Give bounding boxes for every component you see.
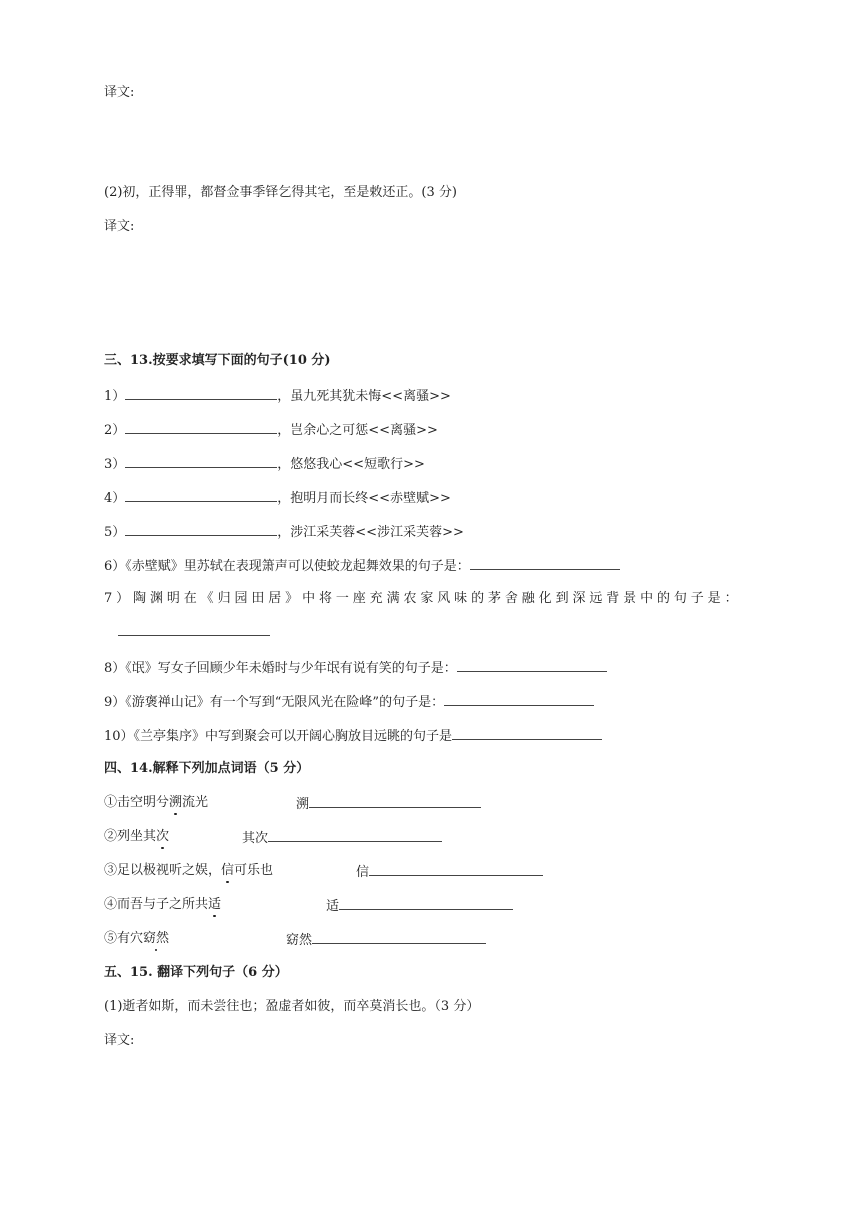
- fill-item-5: [104, 522, 464, 542]
- fill-item-text: ，抱明月而长终<<赤壁赋>>: [277, 491, 451, 506]
- dotted-word: 信: [221, 863, 235, 878]
- fill-blank[interactable]: [125, 522, 277, 536]
- translation-label-2: 译文:: [104, 219, 135, 234]
- dotted-word: 次: [156, 829, 170, 844]
- question-2-text: (2)初，正得罪，都督佥事季铎乞得其宅，至是敕还正。(3 分): [104, 185, 457, 200]
- vocab-answer-3: [356, 862, 543, 882]
- fill-blank-7[interactable]: [118, 622, 270, 636]
- fill-blank[interactable]: [125, 420, 277, 434]
- fill-item-text: ，悠悠我心<<短歌行>>: [277, 457, 425, 472]
- fill-item-number: 4）: [104, 491, 126, 506]
- vocab-answer-1: [296, 794, 481, 814]
- translation-label-3: 译文:: [104, 1033, 135, 1048]
- vocab-item-3: [104, 862, 273, 880]
- fill-item-7: 7）陶渊明在《归园田居》中将一座充满农家风味的茅舍融化到深远背景中的句子是：: [104, 591, 742, 606]
- answer-blank[interactable]: [312, 930, 486, 944]
- fill-blank[interactable]: [457, 658, 607, 672]
- fill-item-text: ，虽九死其犹未悔<<离骚>>: [277, 389, 451, 404]
- answer-blank[interactable]: [369, 862, 543, 876]
- vocab-word: 溯: [296, 797, 310, 812]
- fill-item-1: [104, 386, 451, 406]
- vocab-sentence-pre: ①击空明兮: [104, 795, 170, 810]
- vocab-item-1: [104, 794, 208, 812]
- vocab-item-4: [104, 896, 221, 914]
- fill-item-text: ，涉江采芙蓉<<涉江采芙蓉>>: [277, 525, 464, 540]
- fill-blank[interactable]: [125, 454, 277, 468]
- vocab-answer-4: [326, 896, 513, 916]
- vocab-sentence-pre: ④而吾与子之所共: [104, 897, 209, 912]
- fill-item-number: 5）: [104, 525, 126, 540]
- fill-item-text: 6）《赤壁赋》里苏轼在表现箫声可以使蛟龙起舞效果的句子是：: [104, 559, 470, 574]
- fill-item-text: 10）《兰亭集序》中写到聚会可以开阔心胸放目远眺的句子是: [104, 729, 453, 744]
- dotted-word: 窈然: [143, 931, 170, 946]
- fill-item-number: 3）: [104, 457, 126, 472]
- vocab-word: 其次: [242, 831, 269, 846]
- fill-item-number: 2）: [104, 423, 126, 438]
- fill-item-2: [104, 420, 438, 440]
- vocab-answer-5: [286, 930, 486, 950]
- section-3-heading: 三、13.按要求填写下面的句子(10 分): [104, 353, 331, 368]
- fill-item-6: [104, 556, 620, 576]
- vocab-sentence-pre: ②列坐其: [104, 829, 157, 844]
- vocab-sentence-pre: ③足以极视听之娱，: [104, 863, 222, 878]
- fill-item-3: [104, 454, 425, 474]
- section-4-heading: 四、14.解释下列加点词语（5 分）: [104, 761, 310, 776]
- section-5-heading: 五、15. 翻译下列句子（6 分）: [104, 965, 288, 980]
- fill-blank[interactable]: [125, 488, 277, 502]
- fill-blank[interactable]: [452, 726, 602, 740]
- fill-blank[interactable]: [444, 692, 594, 706]
- vocab-sentence-pre: ⑤有穴: [104, 931, 144, 946]
- vocab-word: 窈然: [286, 933, 313, 948]
- answer-blank[interactable]: [339, 896, 513, 910]
- answer-blank[interactable]: [309, 794, 481, 808]
- dotted-word: 适: [208, 897, 222, 912]
- vocab-sentence-post: 流光: [182, 795, 209, 810]
- vocab-answer-2: [242, 828, 442, 848]
- vocab-sentence-post: 可乐也: [234, 863, 274, 878]
- vocab-item-2: [104, 828, 169, 846]
- fill-item-text: 9）《游褒禅山记》有一个写到“无限风光在险峰”的句子是：: [104, 695, 445, 710]
- fill-blank[interactable]: [470, 556, 620, 570]
- fill-item-number: 1）: [104, 389, 126, 404]
- section-5-question-1: (1)逝者如斯，而未尝往也；盈虚者如彼，而卒莫消长也。（3 分）: [104, 999, 480, 1014]
- fill-blank[interactable]: [125, 386, 277, 400]
- translation-label-1: 译文:: [104, 85, 135, 100]
- vocab-item-5: [104, 930, 169, 948]
- vocab-word: 适: [326, 899, 340, 914]
- fill-item-9: [104, 692, 594, 712]
- fill-item-4: [104, 488, 451, 508]
- dotted-word: 溯: [169, 795, 183, 810]
- fill-item-8: [104, 658, 607, 678]
- fill-item-text: ，岂余心之可惩<<离骚>>: [277, 423, 438, 438]
- fill-item-10: [104, 726, 602, 746]
- answer-blank[interactable]: [268, 828, 442, 842]
- fill-item-text: 8）《氓》写女子回顾少年未婚时与少年氓有说有笑的句子是：: [104, 661, 457, 676]
- vocab-word: 信: [356, 865, 370, 880]
